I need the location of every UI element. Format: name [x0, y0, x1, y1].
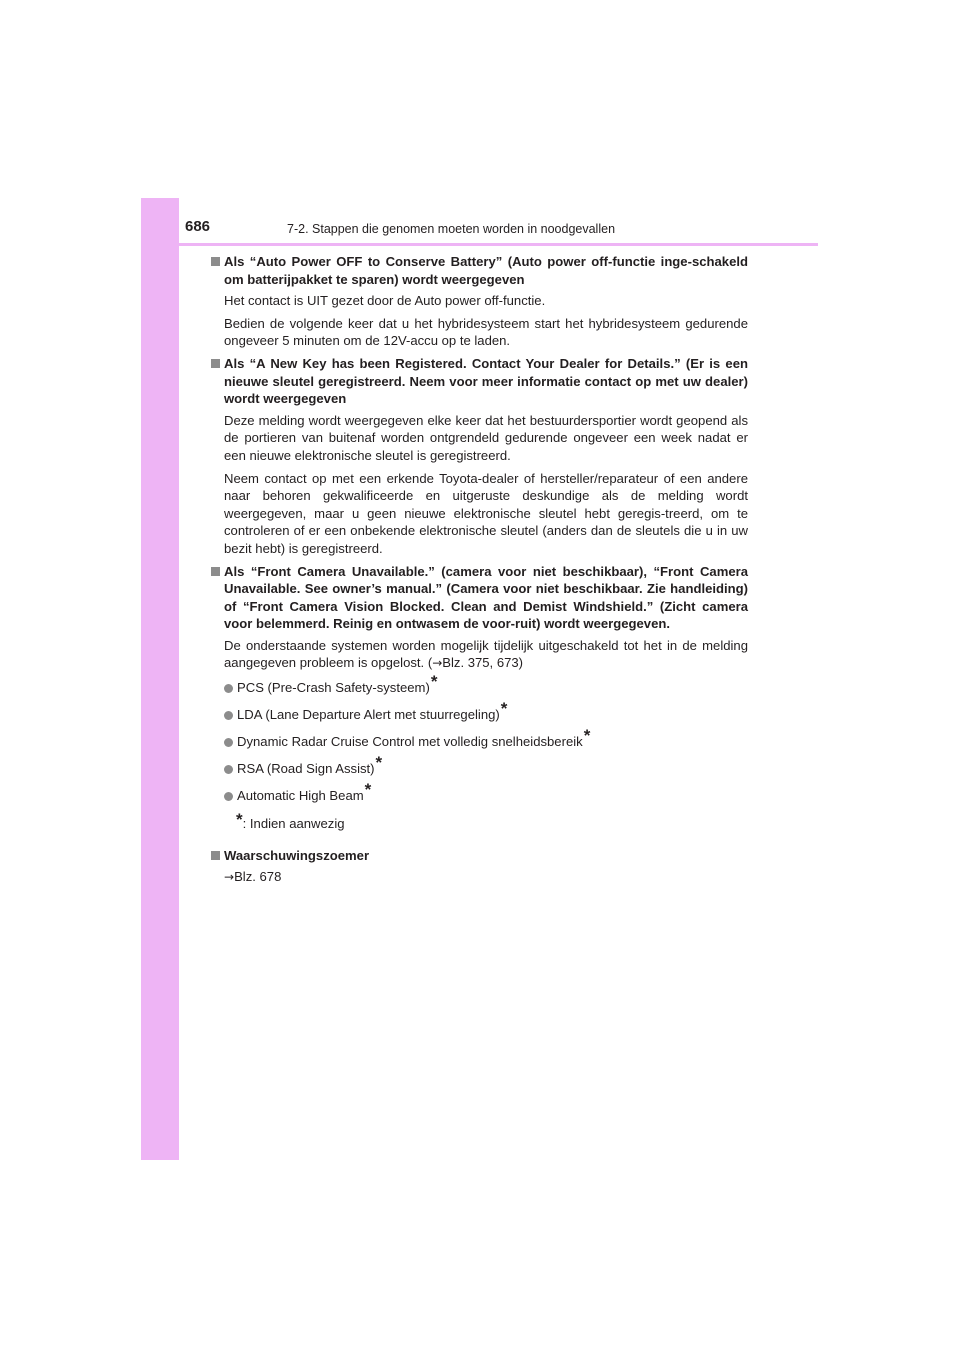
round-bullet-icon	[224, 765, 233, 774]
page-header	[141, 198, 818, 246]
footnote-star: *	[375, 753, 383, 773]
paragraph: Deze melding wordt weergegeven elke keer dat het bestuurdersportier wordt geopend als de portieren van buitenaf worden ontgrendeld gedurende ongeveer een week nadat er een nieuwe elektronische sleutel is geregistreerd.	[224, 412, 748, 463]
footnote-star: *	[364, 780, 372, 800]
list-item-label: Dynamic Radar Cruise Control met volledig snelheidsbereik	[237, 734, 583, 750]
footnote-star: *	[430, 672, 438, 692]
list-item-label: Automatic High Beam	[237, 788, 364, 804]
chapter-sidebar-band	[141, 198, 179, 1160]
round-bullet-icon	[224, 711, 233, 720]
footnote-star: *	[583, 726, 591, 746]
square-bullet-icon	[211, 567, 220, 576]
page-content	[211, 253, 748, 892]
paragraph: Bedien de volgende keer dat u het hybridesysteem start het hybridesysteem gedurende ongeveer 5 minuten om de 12V-accu op te laden.	[224, 315, 748, 349]
list-item	[224, 672, 748, 700]
section-front-camera-unavailable	[211, 563, 748, 833]
square-bullet-icon	[211, 851, 220, 860]
section-heading: Als “A New Key has been Registered. Contact Your Dealer for Details.” (Er is een nieuwe sleutel geregistreerd. Neem voor meer informatie contact op met uw dealer) wordt weergegeven	[224, 355, 748, 407]
list-item-label: RSA (Road Sign Assist)	[237, 761, 375, 777]
section-heading: Als “Auto Power OFF to Conserve Battery” (Auto power off-functie inge-schakeld om batterijpakket te sparen) wordt weergegeven	[224, 254, 748, 287]
page-number: 686	[185, 218, 211, 235]
round-bullet-icon	[224, 738, 233, 747]
paragraph-text: De onderstaande systemen worden mogelijk tijdelijk uitgeschakeld tot het in de melding aangegeven probleem is opgelost. (	[224, 637, 748, 671]
paragraph: Het contact is UIT gezet door de Auto power off-functie.	[224, 293, 546, 309]
square-bullet-icon	[211, 359, 220, 368]
section-heading: Als “Front Camera Unavailable.” (camera voor niet beschikbaar), “Front Camera Unavailable. See owner’s manual.” (Camera voor niet beschikbaar. Zie handleiding) of “Front Camera Vision Blocked. Clean and Demist Windshield.” (Zicht camera voor belemmerd. Reinig en ontwasem de voor-ruit) wordt weergegeven.	[224, 563, 748, 632]
section-heading: Waarschuwingszoemer	[224, 847, 370, 863]
square-bullet-icon	[211, 257, 220, 266]
footnote	[224, 810, 748, 833]
page-reference-link[interactable]: Blz. 678	[234, 869, 282, 885]
round-bullet-icon	[224, 684, 233, 693]
footnote-star: *	[500, 699, 508, 719]
list-item	[224, 699, 748, 727]
arrow-icon: →	[224, 870, 235, 885]
list-item	[224, 726, 748, 754]
section-warning-buzzer	[211, 847, 748, 887]
paragraph	[224, 868, 748, 887]
arrow-icon: →	[432, 656, 443, 671]
chapter-title: 7-2. Stappen die genomen moeten worden in noodgevallen	[287, 222, 616, 236]
paragraph: Neem contact op met een erkende Toyota-dealer of hersteller/reparateur of een andere naar behoren gekwalificeerde en uitgeruste deskundige als de melding wordt weergegeven, maar u geen nieuwe elektronische sleutel hebt geregis-treerd, om te controleren of er een onbekende elektronische sleutel (anders dan de sleutels die u in uw bezit hebt) is geregistreerd.	[224, 470, 748, 556]
section-new-key-registered	[211, 355, 748, 558]
list-item	[224, 753, 748, 781]
list-item-label: PCS (Pre-Crash Safety-systeem)	[237, 680, 430, 696]
round-bullet-icon	[224, 792, 233, 801]
page-reference-link[interactable]: Blz. 375, 673)	[442, 655, 524, 671]
list-item-label: LDA (Lane Departure Alert met stuurregeling)	[237, 707, 500, 723]
header-rule	[141, 243, 818, 246]
footnote-star: *	[236, 810, 243, 830]
footnote-text: : Indien aanwezig	[242, 816, 345, 832]
paragraph	[224, 637, 748, 673]
list-item	[224, 780, 748, 808]
section-auto-power-off	[211, 253, 748, 350]
